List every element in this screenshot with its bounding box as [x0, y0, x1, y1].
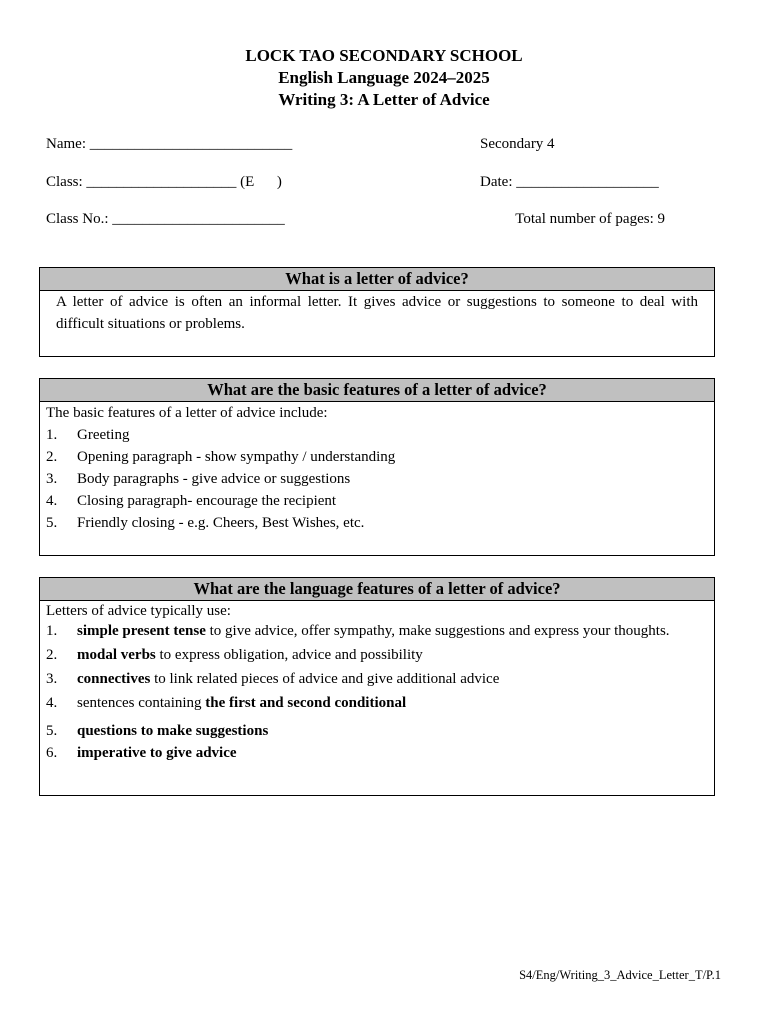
list-item: 2. modal verbs to express obligation, advice and possibility	[46, 647, 423, 663]
subject-year: English Language 2024–2025	[278, 68, 490, 87]
worksheet-title: Writing 3: A Letter of Advice	[278, 90, 490, 109]
section-what-is-box	[39, 267, 715, 357]
list-item: 3. connectives to link related pieces of advice and give additional advice	[46, 671, 500, 687]
page-footer: S4/Eng/Writing_3_Advice_Letter_T/P.1	[519, 968, 721, 982]
section-language-features-title: What are the language features of a letter of advice?	[40, 578, 714, 601]
list-item: 3. Body paragraphs - give advice or suggestions	[46, 471, 351, 487]
class-no-field[interactable]: Class No.: _______________________	[46, 211, 285, 227]
date-field[interactable]: Date: ___________________	[480, 174, 659, 190]
section-what-is-text: A letter of advice is often an informal letter. It gives advice or suggestions to someone to deal with difficult situations or problems.	[56, 294, 698, 332]
name-field[interactable]: Name: ___________________________	[46, 136, 293, 152]
section-basic-features-title: What are the basic features of a letter of advice?	[40, 379, 714, 402]
level-label: Secondary 4	[480, 136, 555, 152]
list-item: 5. Friendly closing - e.g. Cheers, Best Wishes, etc.	[46, 515, 365, 531]
section-basic-features-box	[39, 378, 715, 556]
language-features-intro: Letters of advice typically use:	[46, 603, 231, 619]
document-header	[0, 45, 768, 111]
total-pages-label: Total number of pages: 9	[515, 211, 665, 227]
basic-features-intro: The basic features of a letter of advice include:	[46, 405, 328, 421]
section-language-features-box	[39, 577, 715, 796]
list-item: 4. sentences containing the first and second conditional	[46, 695, 407, 711]
list-item: 1. simple present tense to give advice, offer sympathy, make suggestions and express your thoughts.	[46, 623, 670, 639]
school-name: LOCK TAO SECONDARY SCHOOL	[245, 46, 523, 65]
list-item: 2. Opening paragraph - show sympathy / understanding	[46, 449, 396, 465]
list-item: 5. questions to make suggestions	[46, 723, 269, 739]
list-item: 6. imperative to give advice	[46, 745, 237, 761]
class-field[interactable]: Class: ____________________ (E )	[46, 174, 282, 190]
list-item: 4. Closing paragraph- encourage the recipient	[46, 493, 337, 509]
section-what-is-title: What is a letter of advice?	[40, 268, 714, 291]
list-item: 1. Greeting	[46, 427, 130, 443]
